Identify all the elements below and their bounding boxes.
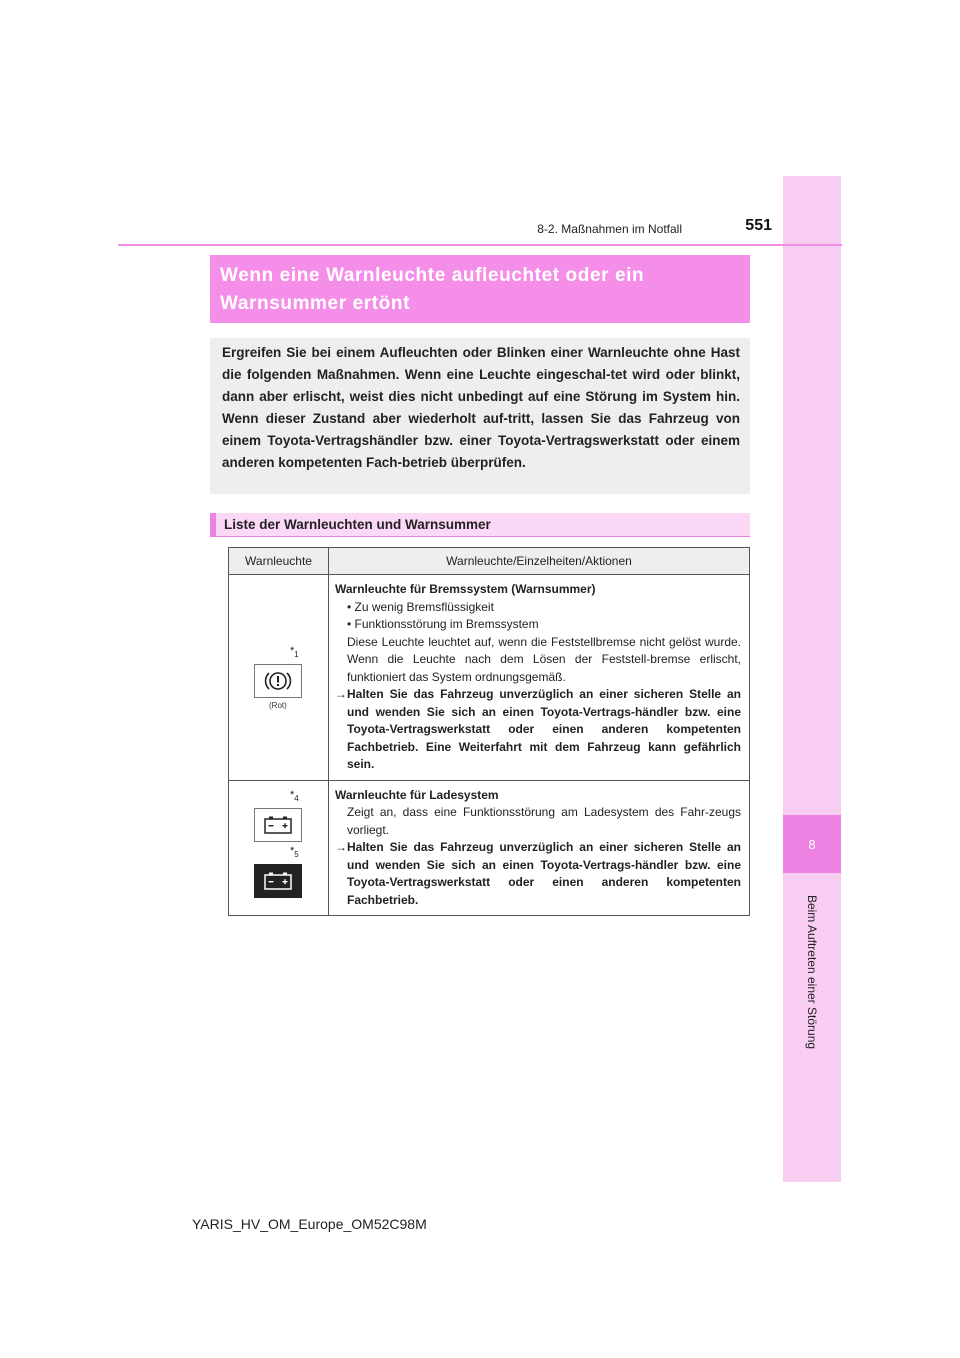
page-number: 551 — [745, 217, 772, 234]
section-title-banner — [210, 255, 750, 323]
warning-action — [335, 839, 741, 909]
footnote-marker: $*_1$ — [290, 645, 299, 660]
action-text: Halten Sie das Fahrzeug unverzüglich an einer sicheren Stelle an und wenden Sie sich an einen Toyota-Vertrags-händler bzw. eine Toyota-Vertragswerkstatt oder einen anderen kompetenten Fachbetrieb. — [347, 840, 741, 907]
table-row — [229, 575, 750, 781]
warning-description: Diese Leuchte leuchtet auf, wenn die Feststellbremse nicht gelöst wurde. Wenn die Leuchte nach dem Lösen der Feststell-bremse erlischt, funktioniert das System ordnungsgemäß. — [347, 634, 741, 684]
arrow-icon: → — [335, 687, 347, 701]
list-item: • Zu wenig Bremsflüssigkeit — [347, 599, 494, 614]
table-row — [229, 780, 750, 916]
header-warning-light: Warnleuchte — [229, 548, 329, 575]
battery-icon — [254, 808, 302, 842]
brake-warning-icon — [254, 664, 302, 698]
chapter-title: Beim Auftreten einer Störung — [805, 894, 819, 1050]
chapter-number: 8 — [783, 815, 841, 873]
footnote-marker: $*_4$ — [290, 788, 299, 803]
icon-cell-battery — [229, 780, 329, 916]
warning-title: Warnleuchte für Bremssystem (Warnsummer) — [335, 582, 596, 596]
list-subheading: Liste der Warnleuchten und Warnsummer — [210, 513, 750, 537]
action-text: Halten Sie das Fahrzeug unverzüglich an einer sicheren Stelle an und wenden Sie sich an einen Toyota-Vertrags-händler bzw. eine Toyota-Vertragswerkstatt oder einen anderen kompetenten Fachbetrieb. Eine Weiterfahrt mit dem Fahrzeug kann gefährlich sein. — [347, 687, 741, 771]
warning-description: Zeigt an, dass eine Funktionsstörung am Ladesystem des Fahr-zeugs vorliegt. — [347, 805, 741, 837]
details-cell-battery — [329, 780, 750, 916]
warning-action — [335, 686, 741, 774]
header-details: Warnleuchte/Einzelheiten/Aktionen — [329, 548, 750, 575]
header-rule — [118, 244, 842, 246]
footnote-marker: $*_5$ — [290, 844, 299, 859]
section-reference: 8-2. Maßnahmen im Notfall — [537, 222, 682, 236]
icon-color-label: (Rot) — [269, 701, 287, 710]
icon-cell-brake — [229, 575, 329, 781]
arrow-icon: → — [335, 840, 347, 854]
document-code: YARIS_HV_OM_Europe_OM52C98M — [192, 1216, 427, 1232]
battery-icon-filled — [254, 864, 302, 898]
section-title-line-2: Warnsummer ertönt — [220, 293, 411, 314]
section-title-line-1: Wenn eine Warnleuchte aufleuchtet oder ein — [220, 265, 645, 286]
list-item: • Funktionsstörung im Bremssystem — [347, 617, 539, 631]
intro-text: Ergreifen Sie bei einem Aufleuchten oder Blinken einer Warnleuchte ohne Hast die folgenden Maßnahmen. Wenn eine Leuchte eingeschal-tet wird oder blinkt, dann aber erlischt, weist dies nicht unbedingt auf eine Störung im System hin. Wenn dieser Zustand aber wiederholt auf-tritt, lassen Sie das Fahrzeug von einem Toyota-Vertragshändler bzw. einer Toyota-Vertragswerkstatt oder einem anderen kompetenten Fach-betrieb überprüfen. — [210, 338, 750, 494]
warning-title: Warnleuchte für Ladesystem — [335, 787, 499, 802]
warning-light-table — [228, 547, 750, 916]
details-cell-brake — [329, 575, 750, 781]
table-header-row — [229, 548, 750, 575]
